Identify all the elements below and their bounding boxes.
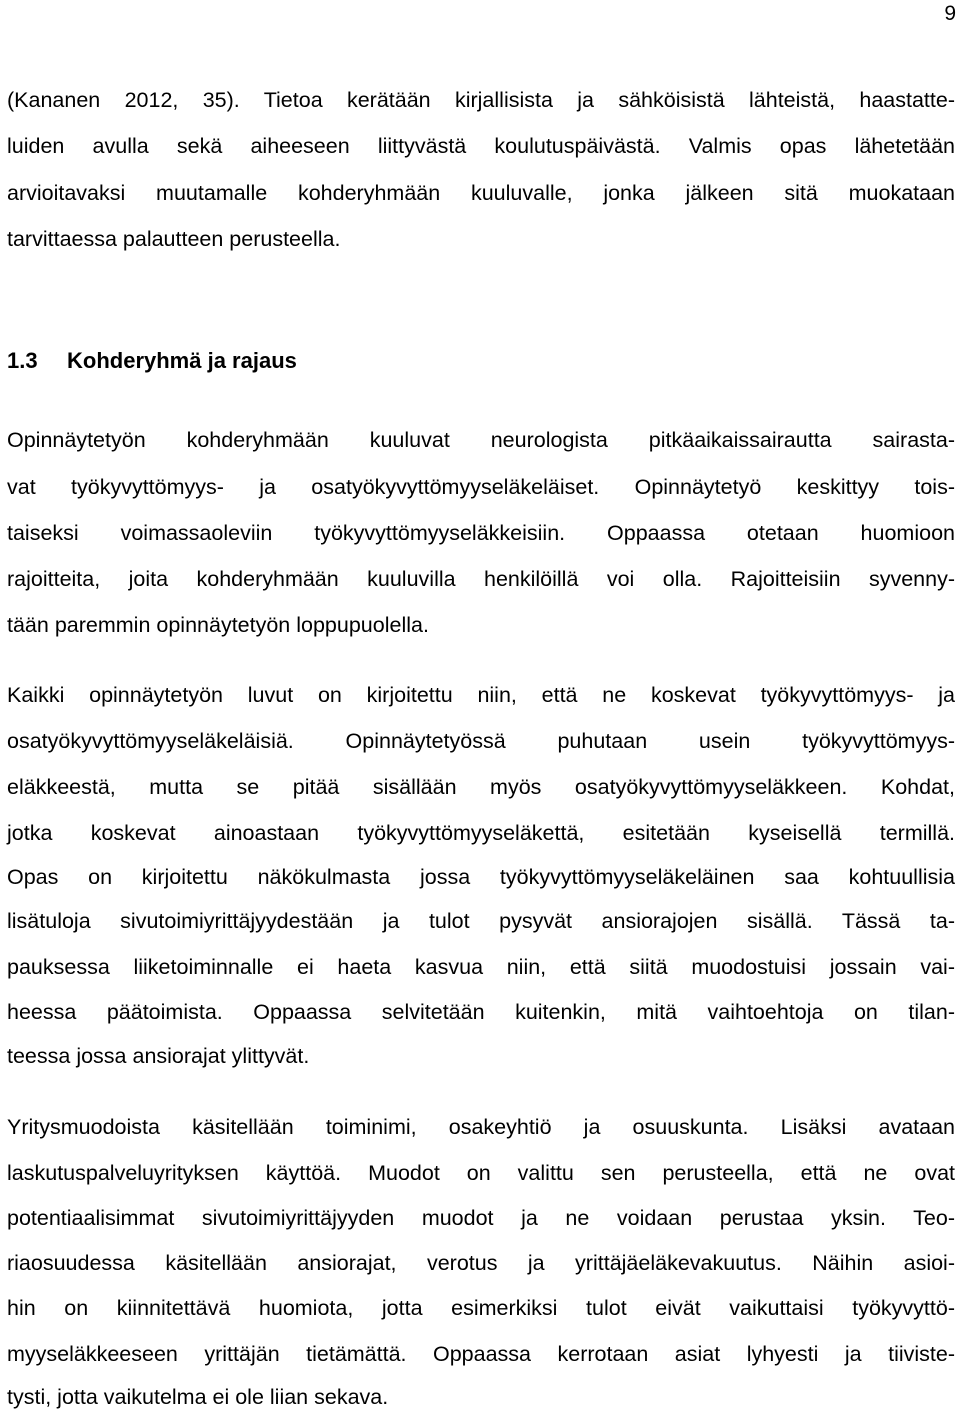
text-line: jotka koskevat ainoastaan työkyvyttömyyseläkettä, esitetään kyseisellä termillä.: [7, 821, 955, 845]
text-line: vat työkyvyttömyys- ja osatyökyvyttömyyseläkeläiset. Opinnäytetyö keskittyy tois-: [7, 475, 955, 499]
text-line: tarvittaessa palautteen perusteella.: [7, 227, 341, 251]
page-number: 9: [944, 2, 956, 25]
text-line: myyseläkkeeseen yrittäjän tietämättä. Oppaassa kerrotaan asiat lyhyesti ja tiiviste-: [7, 1342, 955, 1366]
text-line: pauksessa liiketoiminnalle ei haeta kasvua niin, että siitä muodostuisi jossain vai-: [7, 955, 955, 979]
section-heading: [7, 346, 297, 376]
text-line: tään paremmin opinnäytetyön loppupuolella.: [7, 613, 429, 637]
text-line: eläkkeestä, mutta se pitää sisällään myös osatyökyvyttömyyseläkkeen. Kohdat,: [7, 775, 955, 799]
text-line: taiseksi voimassaoleviin työkyvyttömyyseläkkeisiin. Oppaassa otetaan huomioon: [7, 521, 955, 545]
section-title: Kohderyhmä ja rajaus: [67, 348, 297, 373]
text-line: potentiaalisimmat sivutoimiyrittäjyyden muodot ja ne voidaan perustaa yksin. Teo-: [7, 1206, 955, 1230]
text-line: luiden avulla sekä aiheeseen liittyvästä koulutuspäivästä. Valmis opas lähetetään: [7, 134, 955, 158]
text-line: tysti, jotta vaikutelma ei ole liian sekava.: [7, 1385, 389, 1409]
text-line: Yritysmuodoista käsitellään toiminimi, osakeyhtiö ja osuuskunta. Lisäksi avataan: [7, 1115, 955, 1139]
text-line: teessa jossa ansiorajat ylittyvät.: [7, 1044, 310, 1068]
text-line: Kaikki opinnäytetyön luvut on kirjoitettu niin, että ne koskevat työkyvyttömyys- ja: [7, 683, 955, 707]
text-line: arvioitavaksi muutamalle kohderyhmään kuuluvalle, jonka jälkeen sitä muokataan: [7, 181, 955, 205]
section-number: 1.3: [7, 348, 38, 373]
text-line: Opinnäytetyön kohderyhmään kuuluvat neurologista pitkäaikaissairautta sairasta-: [7, 428, 955, 452]
text-line: riaosuudessa käsitellään ansiorajat, verotus ja yrittäjäeläkevakuutus. Näihin asioi-: [7, 1251, 955, 1275]
text-line: osatyökyvyttömyyseläkeläisiä. Opinnäytetyössä puhutaan usein työkyvyttömyys-: [7, 729, 955, 753]
text-line: hin on kiinnitettävä huomiota, jotta esimerkiksi tulot eivät vaikuttaisi työkyvyttö-: [7, 1296, 955, 1320]
text-line: lisätuloja sivutoimiyrittäjyydestään ja tulot pysyvät ansiorajojen sisällä. Tässä ta-: [7, 909, 955, 933]
text-line: heessa päätoimista. Oppaassa selvitetään kuitenkin, mitä vaihtoehtoja on tilan-: [7, 1000, 955, 1024]
text-line: rajoitteita, joita kohderyhmään kuuluvilla henkilöillä voi olla. Rajoitteisiin syvenny-: [7, 567, 955, 591]
text-line: laskutuspalveluyrityksen käyttöä. Muodot on valittu sen perusteella, että ne ovat: [7, 1161, 955, 1185]
text-line: (Kananen 2012, 35). Tietoa kerätään kirjallisista ja sähköisistä lähteistä, haastatte-: [7, 88, 955, 112]
text-line: Opas on kirjoitettu näkökulmasta jossa työkyvyttömyyseläkeläinen saa kohtuullisia: [7, 865, 955, 889]
